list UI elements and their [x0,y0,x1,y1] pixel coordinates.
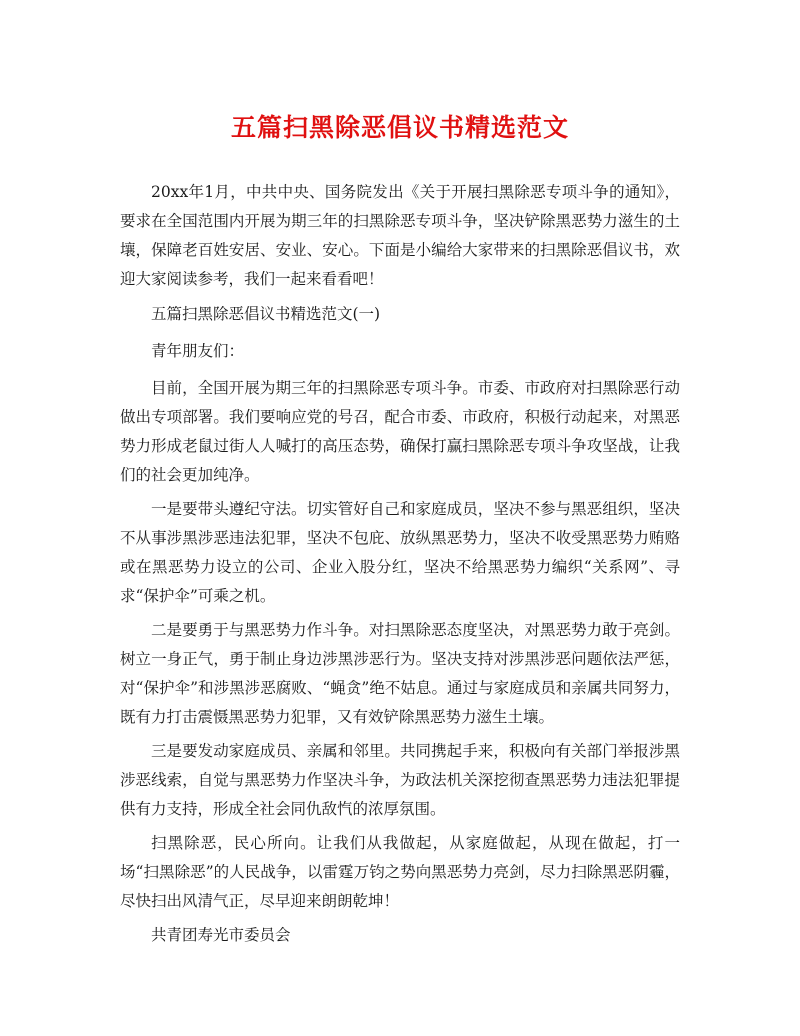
signature: 共青团寿光市委员会 [151,926,291,944]
body-paragraph: 三是要发动家庭成员、亲属和邻里。共同携起手来，积极向有关部门举报涉黑涉恶线索，自觉与黑恶势力作坚决斗争，为政法机关深挖彻查黑恶势力违法犯罪提供有力支持，形成全社会同仇敌忾的浓厚氛围。 [120,742,680,818]
document-body [120,178,680,958]
body-paragraph: 扫黑除恶，民心所向。让我们从我做起，从家庭做起，从现在做起，打一场“扫黑除恶”的人民战争，以雷霆万钧之势向黑恶势力亮剑，尽力扫除黑恶阴霾，尽快扫出风清气正，尽早迎来朗朗乾坤！ [120,834,680,910]
body-paragraph: 目前，全国开展为期三年的扫黑除恶专项斗争。市委、市政府对扫黑除恶行动做出专项部署。我们要响应党的号召，配合市委、市政府，积极行动起来，对黑恶势力形成老鼠过街人人喊打的高压态势，确保打赢扫黑除恶专项斗争攻坚战，让我们的社会更加纯净。 [120,379,680,484]
body-paragraph: 一是要带头遵纪守法。切实管好自己和家庭成员，坚决不参与黑恶组织，坚决不从事涉黑涉恶违法犯罪，坚决不包庇、放纵黑恶势力，坚决不收受黑恶势力贿赂或在黑恶势力设立的公司、企业入股分红，坚决不给黑恶势力编织“关系网”、寻求“保护伞”可乘之机。 [120,500,680,605]
document-title: 五篇扫黑除恶倡议书精选范文 [230,113,569,142]
body-paragraph: 二是要勇于与黑恶势力作斗争。对扫黑除恶态度坚决，对黑恶势力敢于亮剑。树立一身正气，勇于制止身边涉黑涉恶行为。坚决支持对涉黑涉恶问题依法严惩，对“保护伞”和涉黑涉恶腐败、“蝇贪”绝不姑息。通过与家庭成员和亲属共同努力，既有力打击震慑黑恶势力犯罪，又有效铲除黑恶势力滋生土壤。 [120,621,680,726]
salutation: 青年朋友们： [151,342,245,360]
section-heading: 五篇扫黑除恶倡议书精选范文(一) [151,305,381,323]
intro-paragraph: 20xx年1月，中共中央、国务院发出《关于开展扫黑除恶专项斗争的通知》，要求在全国范围内开展为期三年的扫黑除恶专项斗争，坚决铲除黑恶势力滋生的土壤，保障老百姓安居、安业、安心。下面是小编给大家带来的扫黑除恶倡议书，欢迎大家阅读参考，我们一起来看看吧！ [120,183,680,288]
